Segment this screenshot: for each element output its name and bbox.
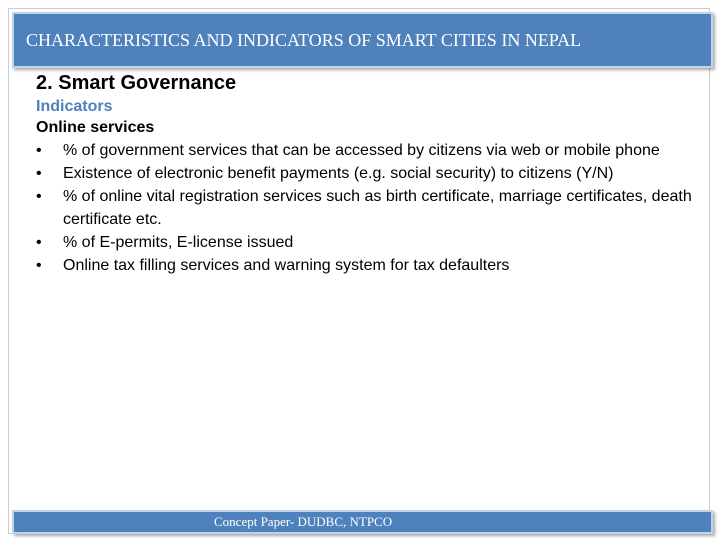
section-title: 2. Smart Governance — [36, 72, 237, 94]
indicator-list — [36, 139, 696, 277]
list-item-text: % of E-permits, E-license issued — [63, 234, 294, 251]
list-item-text: Existence of electronic benefit payments (e.g. social security) to citizens (Y/N) — [63, 165, 614, 182]
bullet-icon: • — [36, 257, 42, 274]
list-item-text: % of government services that can be accessed by citizens via web or mobile phone — [63, 142, 660, 159]
list-item — [36, 139, 696, 162]
bullet-icon: • — [36, 142, 42, 159]
online-services-heading: Online services — [36, 119, 155, 136]
bullet-icon: • — [36, 165, 42, 182]
list-item-text: Online tax filling services and warning system for tax defaulters — [63, 257, 510, 274]
indicators-subheading: Indicators — [36, 98, 113, 115]
bullet-icon: • — [36, 188, 42, 205]
bullet-icon: • — [36, 234, 42, 251]
list-item — [36, 254, 696, 277]
list-item — [36, 162, 696, 185]
list-item — [36, 185, 696, 231]
list-item-text: % of online vital registration services such as birth certificate, marriage certificates, death certificate etc. — [63, 188, 692, 228]
slide-content — [36, 70, 696, 277]
footer-text: Concept Paper- DUDBC, NTPCO — [214, 514, 393, 529]
list-item — [36, 231, 696, 254]
slide-title: CHARACTERISTICS AND INDICATORS OF SMART CITIES IN NEPAL — [26, 30, 582, 50]
